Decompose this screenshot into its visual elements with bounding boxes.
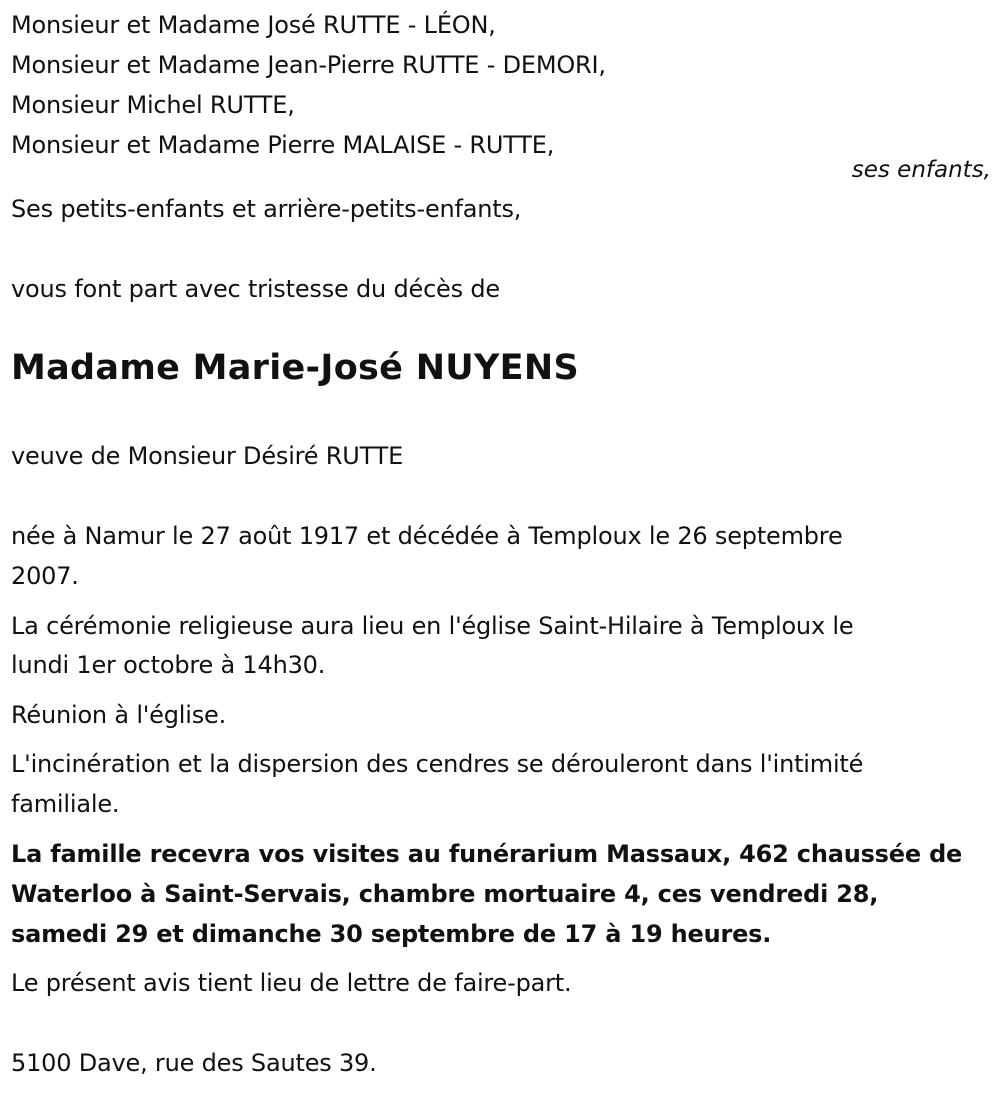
visits-line-3: samedi 29 et dimanche 30 septembre de 17 à 19 heures. [11,920,772,948]
family-line-3: Monsieur Michel RUTTE, [11,91,295,119]
meeting-line: Réunion à l'église. [11,701,227,729]
widow-of-line: veuve de Monsieur Désiré RUTTE [11,442,404,470]
grandchildren-line: Ses petits-enfants et arrière-petits-enfants, [11,195,522,223]
deceased-name: Madame Marie-José NUYENS [11,348,579,388]
cremation-line-2: familiale. [11,790,120,818]
relation-label: ses enfants, [851,157,991,183]
announcement-line: vous font part avec tristesse du décès de [11,275,500,303]
ceremony-line-1: La cérémonie religieuse aura lieu en l'église Saint-Hilaire à Temploux le [11,612,854,640]
cremation-line-1: L'incinération et la dispersion des cendres se dérouleront dans l'intimité [11,750,864,778]
family-line-4: Monsieur et Madame Pierre MALAISE - RUTTE, [11,131,555,159]
birth-death-line-1: née à Namur le 27 août 1917 et décédée à Temploux le 26 septembre [11,522,843,550]
family-line-2: Monsieur et Madame Jean-Pierre RUTTE - DEMORI, [11,51,606,79]
ceremony-line-2: lundi 1er octobre à 14h30. [11,651,326,679]
notice-line: Le présent avis tient lieu de lettre de faire-part. [11,969,572,997]
birth-death-line-2: 2007. [11,562,79,590]
address-line: 5100 Dave, rue des Sautes 39. [11,1049,377,1077]
family-line-1: Monsieur et Madame José RUTTE - LÉON, [11,11,496,39]
visits-line-1: La famille recevra vos visites au funérarium Massaux, 462 chaussée de [11,840,963,868]
visits-line-2: Waterloo à Saint-Servais, chambre mortuaire 4, ces vendredi 28, [11,880,879,908]
